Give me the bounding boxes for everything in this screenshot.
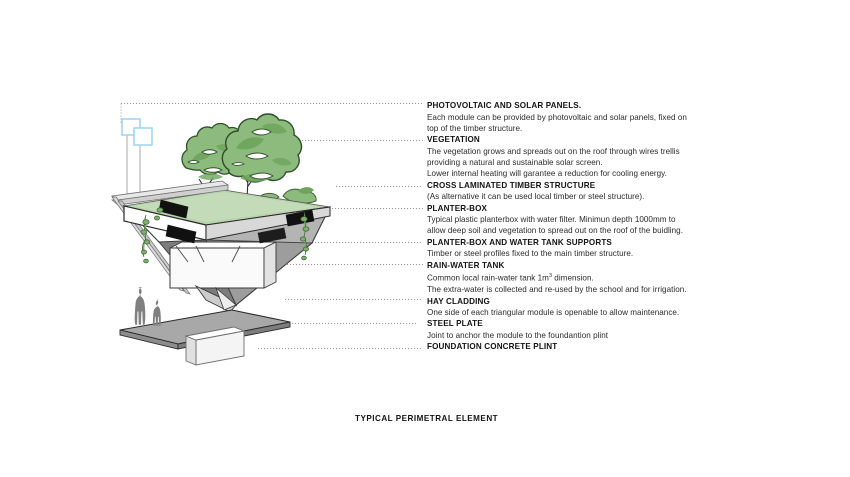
legend-line-planter-box-0: Typical plastic planterbox with water filter. Minimun depth 1000mm to xyxy=(427,215,676,225)
legend-entry-planter-box xyxy=(427,203,727,237)
legend-line-vegetation-0: The vegetation grows and spreads out on the roof through wires trellis xyxy=(427,146,680,156)
legend-entry-rain-water-tank xyxy=(427,260,727,296)
legend-line-steel-plate-0: Joint to anchor the module to the foundantion plint xyxy=(427,331,609,340)
legend-title-planter-box: PLANTER-BOX xyxy=(427,203,488,213)
legend-title-steel-plate: STEEL PLATE xyxy=(427,319,483,329)
solar-panel-icon xyxy=(134,128,152,145)
legend-entry-cross-laminated-timber xyxy=(427,180,727,203)
legend-title-cross-laminated-timber: CROSS LAMINATED TIMBER STRUCTURE xyxy=(427,180,596,190)
legend-title-planter-box-water-tank-supports: PLANTER-BOX AND WATER TANK SUPPORTS xyxy=(427,237,612,247)
figure-child xyxy=(153,299,161,326)
legend-title-photovoltaic: PHOTOVOLTAIC AND SOLAR PANELS. xyxy=(427,101,582,110)
legend-line-planter-box-1: allow deep soil and vegetation to spread out on the roof of the buidling. xyxy=(427,226,683,236)
legend-title-vegetation: VEGETATION xyxy=(427,135,480,145)
figure-adult xyxy=(135,287,146,325)
legend-line-vegetation-1: providing a natural and sustainable solar screen. xyxy=(427,158,603,168)
legend-line-cross-laminated-timber-0: (As alternative it can be used local timber or steel structure). xyxy=(427,192,645,202)
legend-title-rain-water-tank: RAIN-WATER TANK xyxy=(427,260,505,270)
legend-entry-hay-cladding xyxy=(427,296,727,319)
legend-entry-photovoltaic xyxy=(427,100,727,134)
legend-list xyxy=(427,100,727,353)
legend-entry-foundation-concrete-plint xyxy=(427,341,727,353)
legend-line-vegetation-2: Lower internal heating will garantee a reduction for cooling energy. xyxy=(427,169,667,179)
legend-title-foundation-concrete-plint: FOUNDATION CONCRETE PLINT xyxy=(427,342,558,352)
rain-water-tank xyxy=(170,242,276,288)
legend-entry-steel-plate xyxy=(427,318,727,341)
legend-line-rain-water-tank-0: Common local rain-water tank $1m^3$ dimension. xyxy=(427,273,594,283)
human-scale-figures xyxy=(135,287,161,326)
tree-canopy-right xyxy=(222,114,301,182)
legend-entry-planter-box-water-tank-supports xyxy=(427,237,727,260)
diagram-caption: TYPICAL PERIMETRAL ELEMENT xyxy=(355,414,499,423)
legend-line-planter-box-water-tank-supports-0: Timber or steel profiles fixed to the main timber structure. xyxy=(427,249,634,259)
legend-title-hay-cladding: HAY CLADDING xyxy=(427,296,490,306)
legend-line-photovoltaic-0: Each module can be provided by photovoltaic and solar panels, fixed on xyxy=(427,112,687,122)
legend-entry-vegetation xyxy=(427,134,727,179)
legend-line-hay-cladding-0: One side of each triangular module is openable to allow maintenance. xyxy=(427,308,680,318)
legend-line-photovoltaic-1: top of the timber structure. xyxy=(427,123,523,133)
legend-line-rain-water-tank-1: The extra-water is collected and re-used by the school and for irrigation. xyxy=(427,285,687,295)
